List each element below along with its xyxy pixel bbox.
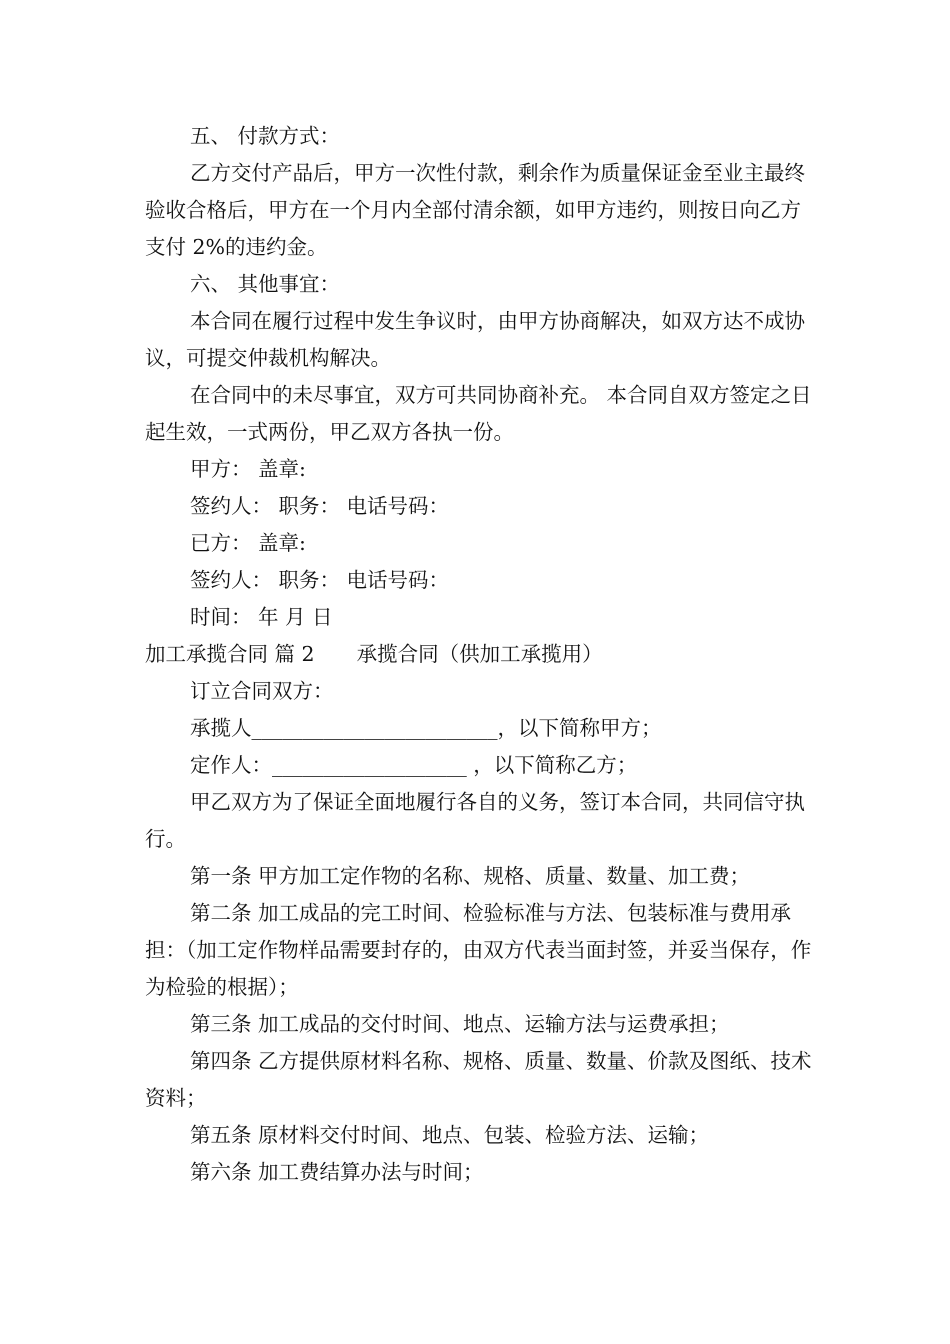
contract-heading <box>145 636 820 673</box>
party-a-seal: 甲方： 盖章: <box>190 457 306 481</box>
contract-subtitle: 承揽合同（供加工承揽用） <box>356 642 603 666</box>
paragraph-dispute: 本合同在履行过程中发生争议时，由甲方协商解决，如双方达不成协议，可提交仲裁机构解决。 <box>145 309 805 370</box>
date-line: 时间： 年 月 日 <box>190 605 333 629</box>
section-heading-payment: 五、 付款方式： <box>190 124 341 148</box>
article-3: 第三条 加工成品的交付时间、地点、运输方法与运费承担； <box>190 1012 730 1036</box>
party-b-signatory: 签约人： 职务： 电话号码： <box>190 568 450 592</box>
paragraph-effective: 在合同中的未尽事宜，双方可共同协商补充。 本合同自双方签定之日起生效，一式两份，甲乙双方各执一份。 <box>145 383 812 444</box>
paragraph-purpose: 甲乙双方为了保证全面地履行各自的义务，签订本合同，共同信守执行。 <box>145 790 805 851</box>
article-6: 第六条 加工费结算办法与时间； <box>190 1160 484 1184</box>
article-5: 第五条 原材料交付时间、地点、包装、检验方法、运输； <box>190 1123 710 1147</box>
section-heading-other: 六、 其他事宜： <box>190 272 341 296</box>
parties-intro: 订立合同双方： <box>190 679 334 703</box>
contract-title: 加工承揽合同 篇 2 <box>145 642 315 666</box>
article-4: 第四条 乙方提供原材料名称、规格、质量、数量、价款及图纸、技术资料； <box>145 1049 812 1110</box>
party-b-seal: 已方： 盖章: <box>190 531 306 555</box>
contractor-line: 承揽人________________________，以下简称甲方； <box>190 716 662 740</box>
orderer-line: 定作人：___________________ ，以下简称乙方； <box>190 753 638 777</box>
document-body <box>145 118 820 1191</box>
party-a-signatory: 签约人： 职务： 电话号码： <box>190 494 450 518</box>
article-1: 第一条 甲方加工定作物的名称、规格、质量、数量、加工费； <box>190 864 751 888</box>
article-2: 第二条 加工成品的完工时间、检验标准与方法、包装标准与费用承担：（加工定作物样品需要封存的，由双方代表当面封签，并妥当保存，作为检验的根据）； <box>145 901 812 999</box>
paragraph-payment-terms: 乙方交付产品后，甲方一次性付款，剩余作为质量保证金至业主最终验收合格后，甲方在一个月内全部付清余额，如甲方违约，则按日向乙方支付 2%的违约金。 <box>145 161 805 259</box>
